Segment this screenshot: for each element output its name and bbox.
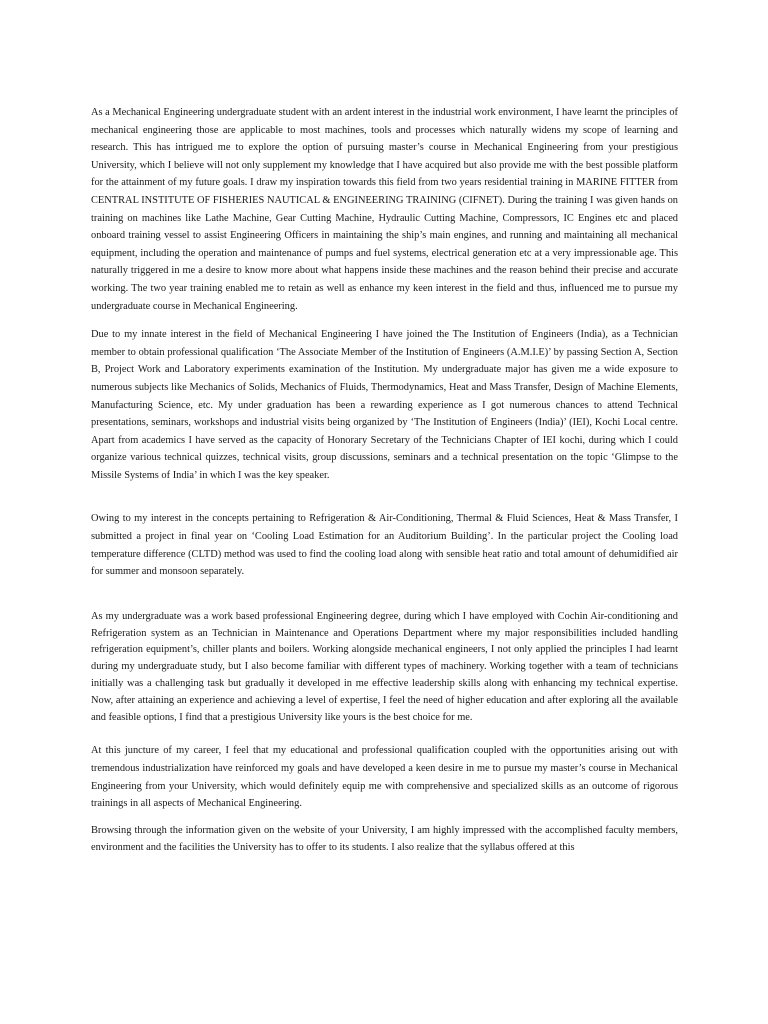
paragraph-6: Browsing through the information given on the website of your University, I am highly impressed with the accomplished faculty members, environment and the facilities the University has to offer to its students. I also realize that the syllabus offered at this bbox=[91, 824, 678, 854]
paragraph-4: As my undergraduate was a work based professional Engineering degree, during which I have employed with Cochin Air-conditioning and Refrigeration system as an Technician in Maintenance and Operations Department where my major responsibilities included handling refrigeration equipment’s, chiller plants and boilers. Working alongside mechanical engineers, I not only applied the principles I had learnt during my undergraduate study, but I also become familiar with different types of machinery. Working together with a team of technicians initially was a challenging task but gradually it developed in me effective leadership skills along with enhancing my technical expertise. Now, after attaining an experience and achieving a level of expertise, I feel the need of higher education and after exploring all the available and feasible options, I find that a prestigious University like yours is the best choice for me. bbox=[91, 610, 678, 723]
paragraph-5: At this juncture of my career, I feel that my educational and professional qualification coupled with the opportunities arising out with tremendous industrialization have reinforced my goals and have developed a keen desire in me to pursue my master’s course in Mechanical Engineering from your University, which would definitely equip me with comprehensive and specialized skills as an outcome of rigorous trainings in all aspects of Mechanical Engineering. bbox=[91, 745, 678, 810]
paragraph-2: Due to my innate interest in the field of Mechanical Engineering I have joined the The Institution of Engineers (India), as a Technician member to obtain professional qualification ‘The Associate Member of the Institution of Engineers (A.M.I.E)’ by passing Section A, Section B, Project Work and Laboratory experiments examination of the Institution. My undergraduate major has given me a wide exposure to numerous subjects like Mechanics of Solids, Mechanics of Fluids, Thermodynamics, Heat and Mass Transfer, Design of Machine Elements, Manufacturing Science, etc. My under graduation has been a rewarding experience as I got numerous chances to attend Technical presentations, seminars, workshops and industrial visits being organized by ‘The Institution of Engineers (India)’ (IEI), Kochi Local centre. Apart from academics I have served as the capacity of Honorary Secretary of the Technicians Chapter of IEI kochi, during which I could organize various technical quizzes, technical visits, group discussions, seminars and a technical presentation on the topic ‘Glimpse to the Missile Systems of India’ in which I was the key speaker. bbox=[91, 329, 678, 481]
paragraph-3: Owing to my interest in the concepts pertaining to Refrigeration & Air-Conditioning, Thermal & Fluid Sciences, Heat & Mass Transfer, I submitted a project in final year on ‘Cooling Load Estimation for an Auditorium Building’. In the particular project the Cooling load temperature difference (CLTD) method was used to find the cooling load along with sensible heat ratio and total amount of dehumidified air for summer and monsoon separately. bbox=[91, 513, 678, 578]
paragraph-1: As a Mechanical Engineering undergraduate student with an ardent interest in the industrial work environment, I have learnt the principles of mechanical engineering those are applicable to most machines, tools and processes which naturally widens my scope of learning and research. This has intrigued me to explore the option of pursuing master’s course in Mechanical Engineering from your prestigious University, which I believe will not only supplement my knowledge that I have acquired but also provide me with the best possible platform for the attainment of my future goals. I draw my inspiration towards this field from two years residential training in MARINE FITTER from CENTRAL INSTITUTE OF FISHERIES NAUTICAL & ENGINEERING TRAINING (CIFNET). During the training I was given hands on training on machines like Lathe Machine, Gear Cutting Machine, Hydraulic Cutting Machine, Compressors, IC Engines etc and placed onboard training vessel to assist Engineering Officers in maintaining the ship’s main engines, and running and maintaining all mechanical equipment, including the operation and maintenance of pumps and fuel systems, electrical generation etc at a very impressionable age. This naturally triggered in me a desire to know more about what happens inside these machines and the reason behind their precise and accurate working. The two year training enabled me to retain as well as enhance my keen interest in the field and thus, influenced me to pursue my undergraduate course in Mechanical Engineering. bbox=[91, 107, 678, 312]
document-body bbox=[91, 104, 678, 857]
